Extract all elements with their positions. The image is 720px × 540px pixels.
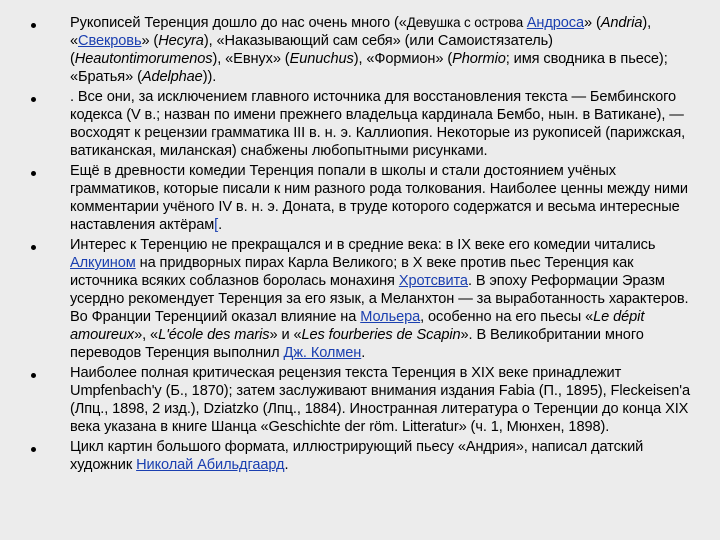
- bullet-icon: [31, 447, 36, 452]
- item-text: Наиболее полная критическая рецензия текста Теренция в XIX веке принадлежит Umpfenbach'y (Б., 1870); затем заслуживают внимания издания Fabia (П., 1895), Fleckeisen'a (Лпц., 1898, 2 изд.), Dziatzko (Лпц., 1884). Иностранная литература о Теренции до конца XIX века указана в книге Шанца «Geschichte der röm. Litteratur» (ч. 1, Мюнхен, 1898).: [70, 365, 690, 435]
- item-text: Ещё в древности комедии Теренция попали в школы и стали достоянием учёных грамматиков, которые писали к ним разного рода толкования. Наиболее ценны между ними комментарии учёного IV в. н. э. Доната, в труде которого содержатся и весьма интересные наставления актёрам[.: [70, 163, 688, 233]
- list-item: [0, 162, 720, 234]
- link-andros[interactable]: Андроса: [526, 15, 585, 31]
- item-text: Интерес к Теренцию не прекращался и в средние века: в IX веке его комедии читались Алкуином на придворных пирах Карла Великого; в X веке против пьес Теренция как источника всяких соблазнов боролась монахиня Хротсвита. В эпоху Реформации Эразм усердно рекомендует Теренция за его язык, а Меланхтон — за выработанность характеров. Во Франции Теренциий оказал влияние на Мольера, особенно на его пьесы «Le dépit amoureux», «L'école des maris» и «Les fourberies de Scapin». В Великобритании много переводов Теренция выполнил Дж. Колмен.: [70, 237, 689, 361]
- link-colman[interactable]: Дж. Колмен: [283, 345, 362, 361]
- link-moliere[interactable]: Мольера: [360, 309, 421, 325]
- item-text: . Все они, за исключением главного источника для восстановления текста — Бембинского кодекса (V в.; назван по имени прежнего владельца кардинала Бембо, нын. в Ватикане), — восходят к рецензии грамматика III в. н. э. Каллиопия. Некоторые из рукописей (парижская, ватиканская, миланская) снабжены любопытными рисунками.: [70, 89, 686, 159]
- link-alcuin[interactable]: Алкуином: [70, 255, 136, 271]
- bullet-icon: [31, 97, 36, 102]
- bullet-icon: [31, 171, 36, 176]
- footnote-link[interactable]: [: [214, 217, 219, 233]
- item-text: Рукописей Теренция дошло до нас очень много («Девушка с острова Андроса» (Andria), «Свекровь» (Hecyra), «Наказывающий сам себя» (или Самоистязатель) (Heautontimorumenos), «Евнух» (Eunuchus), «Формион» (Phormio; имя сводника в пьесе); «Братья» (Adelphae)).: [70, 15, 668, 85]
- list-item: [0, 438, 720, 474]
- bullet-list: [0, 14, 720, 476]
- bullet-icon: [31, 373, 36, 378]
- bullet-icon: [31, 23, 36, 28]
- item-text: Цикл картин большого формата, иллюстрирующий пьесу «Андрия», написал датский художник Николай Абильдгаард.: [70, 439, 644, 473]
- list-item: [0, 88, 720, 160]
- list-item: [0, 364, 720, 436]
- bullet-icon: [31, 245, 36, 250]
- list-item: [0, 14, 720, 86]
- link-svekrov[interactable]: Свекровь: [78, 33, 142, 49]
- list-item: [0, 236, 720, 362]
- link-hrotsvit[interactable]: Хротсвита: [398, 273, 468, 289]
- link-abildgaard[interactable]: Николай Абильдгаард: [136, 457, 285, 473]
